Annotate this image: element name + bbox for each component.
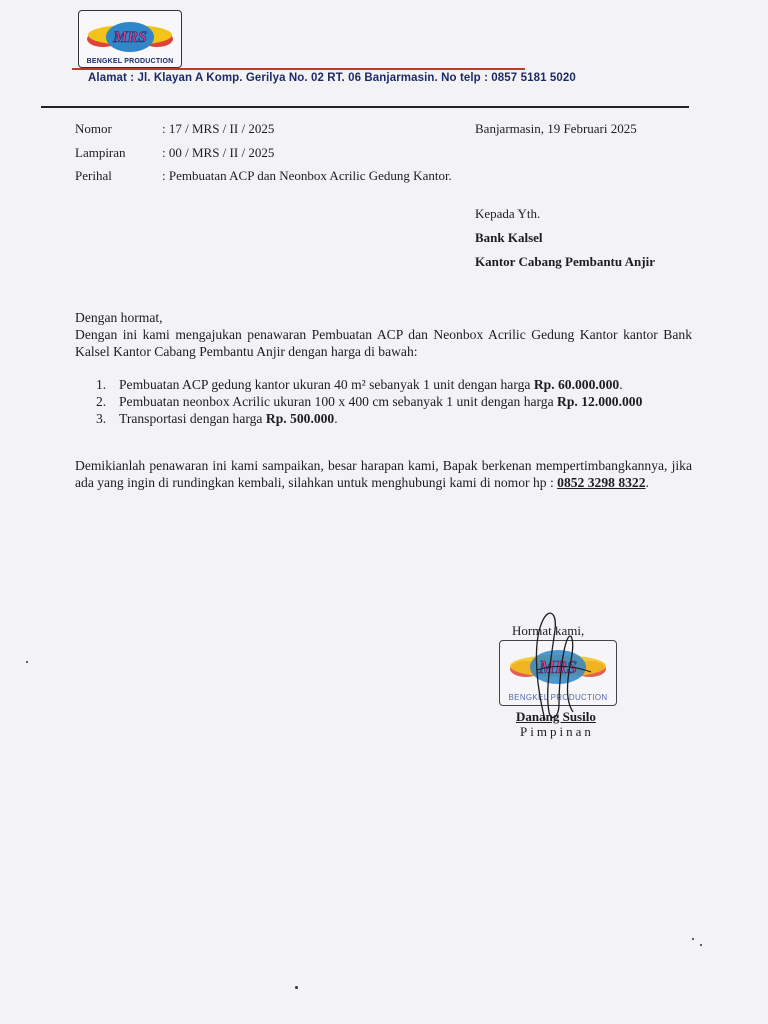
list-item-number: 2. bbox=[96, 394, 107, 409]
paper-speck bbox=[26, 661, 28, 663]
logo-caption: BENGKEL PRODUCTION bbox=[86, 58, 174, 65]
closing-paragraph: Demikianlah penawaran ini kami sampaikan, besar harapan kami, Bapak berkenan mempertimbangkannya, jika ada yang ingin di rundingkan kembali, silahkan untuk menghubungi kami di nomor hp : 0852 3298 8322. bbox=[75, 458, 692, 490]
perihal-value: : Pembuatan ACP dan Neonbox Acrilic Gedung Kantor. bbox=[162, 168, 452, 183]
list-item bbox=[96, 376, 692, 393]
stamp-caption: BENGKEL PRODUCTION bbox=[508, 693, 608, 702]
list-item-text: Pembuatan ACP gedung kantor ukuran 40 m² sebanyak 1 unit dengan harga Rp. 60.000.000. bbox=[119, 377, 623, 392]
greeting: Dengan hormat, bbox=[75, 310, 163, 325]
letterhead-red-line bbox=[72, 68, 525, 70]
price-list bbox=[96, 376, 692, 427]
list-item-price: Rp. 12.000.000 bbox=[557, 394, 643, 409]
stamp-text: MRS bbox=[538, 657, 578, 677]
paper-speck bbox=[692, 938, 694, 940]
recipient-salutation: Kepada Yth. bbox=[475, 206, 541, 221]
logo-text: MRS bbox=[113, 29, 147, 46]
lampiran-label: Lampiran bbox=[75, 145, 126, 160]
letterhead-address: Alamat : Jl. Klayan A Komp. Gerilya No. 02 RT. 06 Banjarmasin. No telp : 0857 5181 5020 bbox=[88, 72, 576, 84]
phone-number: 0852 3298 8322 bbox=[557, 475, 646, 490]
list-item-text: Pembuatan neonbox Acrilic ukuran 100 x 400 cm sebanyak 1 unit dengan harga Rp. 12.000.000 bbox=[119, 394, 643, 409]
company-logo bbox=[78, 10, 182, 68]
intro-paragraph: Dengan ini kami mengajukan penawaran Pembuatan ACP dan Neonbox Acrilic Gedung Kantor kantor Bank Kalsel Kantor Cabang Pembantu Anjir dengan harga di bawah: bbox=[75, 327, 692, 359]
nomor-value: : 17 / MRS / II / 2025 bbox=[162, 121, 275, 136]
letter-date: Banjarmasin, 19 Februari 2025 bbox=[475, 121, 637, 136]
list-item bbox=[96, 393, 692, 410]
lampiran-value: : 00 / MRS / II / 2025 bbox=[162, 145, 275, 160]
list-item-price: Rp. 500.000 bbox=[265, 411, 335, 426]
perihal-label: Perihal bbox=[75, 168, 112, 183]
paper-speck bbox=[700, 944, 702, 946]
signer-title: Pimpinan bbox=[520, 724, 594, 739]
list-item-price: Rp. 60.000.000 bbox=[533, 377, 620, 392]
recipient-name: Bank Kalsel bbox=[475, 230, 543, 245]
list-item bbox=[96, 410, 692, 427]
closing-salutation: Hormat kami, bbox=[512, 623, 585, 638]
recipient-branch: Kantor Cabang Pembantu Anjir bbox=[475, 254, 655, 269]
signer-name: Danang Susilo bbox=[516, 709, 596, 724]
list-item-number: 3. bbox=[96, 411, 107, 426]
paper-speck bbox=[295, 986, 298, 989]
list-item-number: 1. bbox=[96, 377, 107, 392]
letterhead-divider bbox=[41, 106, 689, 108]
nomor-label: Nomor bbox=[75, 121, 112, 136]
list-item-text: Transportasi dengan harga Rp. 500.000. bbox=[119, 411, 338, 426]
